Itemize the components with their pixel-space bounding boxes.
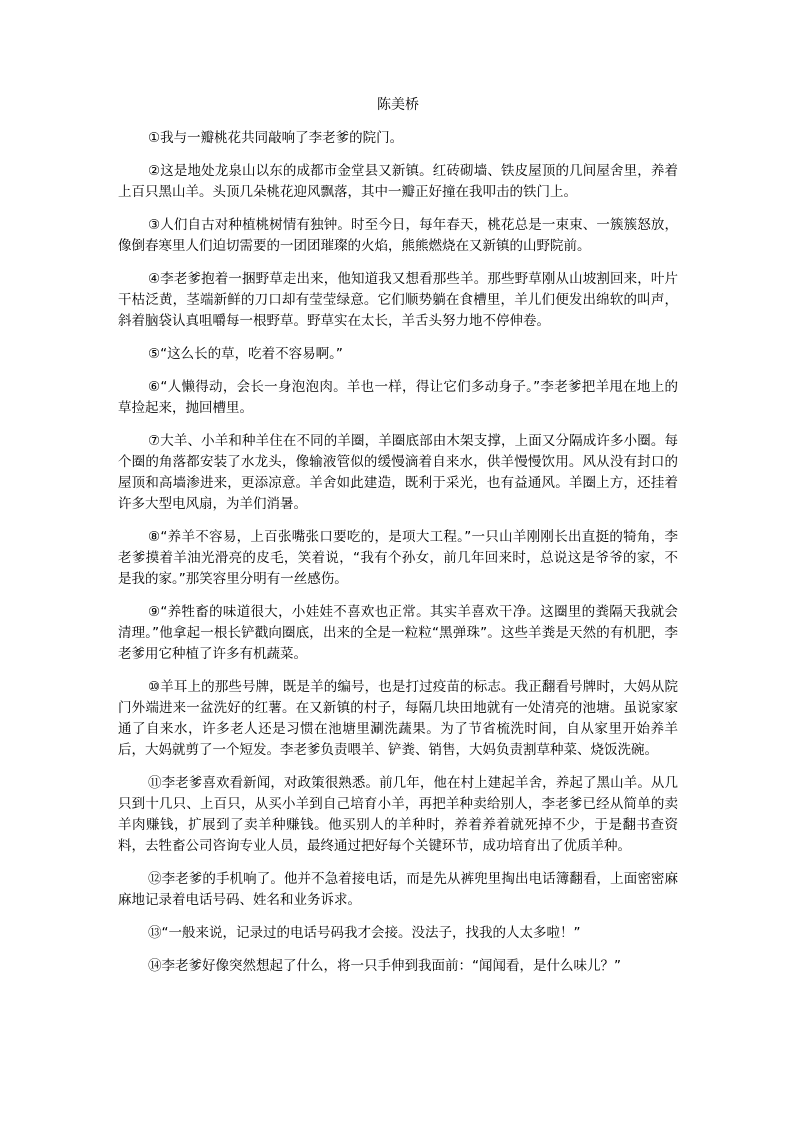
paragraph-9: ⑨“养牲畜的味道很大，小娃娃不喜欢也正常。其实羊喜欢干净。这圈里的粪隔天我就会清理。”他拿起一根长铲戳向圈底，出来的全是一粒粒“黑弹珠”。这些羊粪是天然的有机肥，李老爹用它种植了许多有机蔬菜。 bbox=[118, 604, 678, 662]
paragraph-1: ①我与一瓣桃花共同敲响了李老爹的院门。 bbox=[148, 130, 404, 146]
paragraph-10: ⑩羊耳上的那些号牌，既是羊的编号，也是打过疫苗的标志。我正翻看号牌时，大妈从院门外端进来一盆洗好的红薯。在又新镇的村子，每隔几块田地就有一处清亮的池塘。虽说家家通了自来水，许多老人还是习惯在池塘里涮洗蔬果。为了节省梳洗时间，自从家里开始养羊后，大妈就剪了一个短发。李老爹负责喂羊、铲粪、销售，大妈负责割草种菜、烧饭洗碗。 bbox=[118, 679, 678, 758]
paragraph-8: ⑧“养羊不容易，上百张嘴张口要吃的，是项大工程。”一只山羊刚刚长出直挺的犄角，李老爹摸着羊油光滑亮的皮毛，笑着说，“我有个孙女，前几年回来时，总说这是爷爷的家，不是我的家。”那笑容里分明有一丝感伤。 bbox=[118, 529, 678, 587]
paragraph-13: ⑬“一般来说，记录过的电话号码我才会接。没法子，找我的人太多啦！” bbox=[148, 925, 581, 941]
paragraph-14: ⑭李老爹好像突然想起了什么，将一只手伸到我面前：“闻闻看，是什么味儿？” bbox=[148, 958, 621, 974]
paragraph-6: ⑥“人懒得动，会长一身泡泡肉。羊也一样，得让它们多动身子。”李老爹把羊甩在地上的草捡起来，抛回槽里。 bbox=[118, 379, 678, 416]
paragraph-7: ⑦大羊、小羊和种羊住在不同的羊圈，羊圈底部由木架支撑，上面又分隔成许多小圈。每个圈的角落都安装了水龙头，像输液管似的缓慢滴着自来水，供羊慢慢饮用。风从没有封口的屋顶和高墙渗进来，更添凉意。羊舍如此建造，既利于采光，也有益通风。羊圈上方，还挂着许多大型电风扇，为羊们消暑。 bbox=[118, 433, 678, 512]
paragraph-3: ③人们自古对种植桃树情有独钟。时至今日，每年春天，桃花总是一束束、一簇簇怒放，像倒春寒里人们迫切需要的一团团璀璨的火焰，熊熊燃烧在又新镇的山野院前。 bbox=[118, 217, 678, 254]
paragraph-4: ④李老爹抱着一捆野草走出来，他知道我又想看那些羊。那些野草刚从山坡割回来，叶片干枯泛黄，茎端新鲜的刀口却有莹莹绿意。它们顺势躺在食槽里，羊儿们便发出绵软的叫声，斜着脑袋认真咀嚼每一根野草。野草实在太长，羊舌头努力地不停伸卷。 bbox=[118, 271, 678, 329]
paragraph-11: ⑪李老爹喜欢看新闻，对政策很熟悉。前几年，他在村上建起羊舍，养起了黑山羊。从几只到十几只、上百只，从买小羊到自己培育小羊，再把羊种卖给别人，李老爹已经从简单的卖羊肉赚钱，扩展到了卖羊种赚钱。他买别人的羊种时，养着养着就死掉不少，于是翻书查资料，去牲畜公司咨询专业人员，最终通过把好每个关键环节，成功培育出了优质羊种。 bbox=[118, 775, 678, 854]
document-title: 陈美桥 bbox=[377, 97, 419, 113]
paragraph-2: ②这是地处龙泉山以东的成都市金堂县又新镇。红砖砌墙、铁皮屋顶的几间屋舍里，养着上百只黑山羊。头顶几朵桃花迎风飘落，其中一瓣正好撞在我叩击的铁门上。 bbox=[118, 163, 678, 200]
paragraph-5: ⑤“这么长的草，吃着不容易啊。” bbox=[148, 346, 343, 362]
paragraph-12: ⑫李老爹的手机响了。他并不急着接电话，而是先从裤兜里掏出电话簿翻看，上面密密麻麻地记录着电话号码、姓名和业务诉求。 bbox=[118, 871, 678, 908]
document-page bbox=[118, 94, 678, 989]
